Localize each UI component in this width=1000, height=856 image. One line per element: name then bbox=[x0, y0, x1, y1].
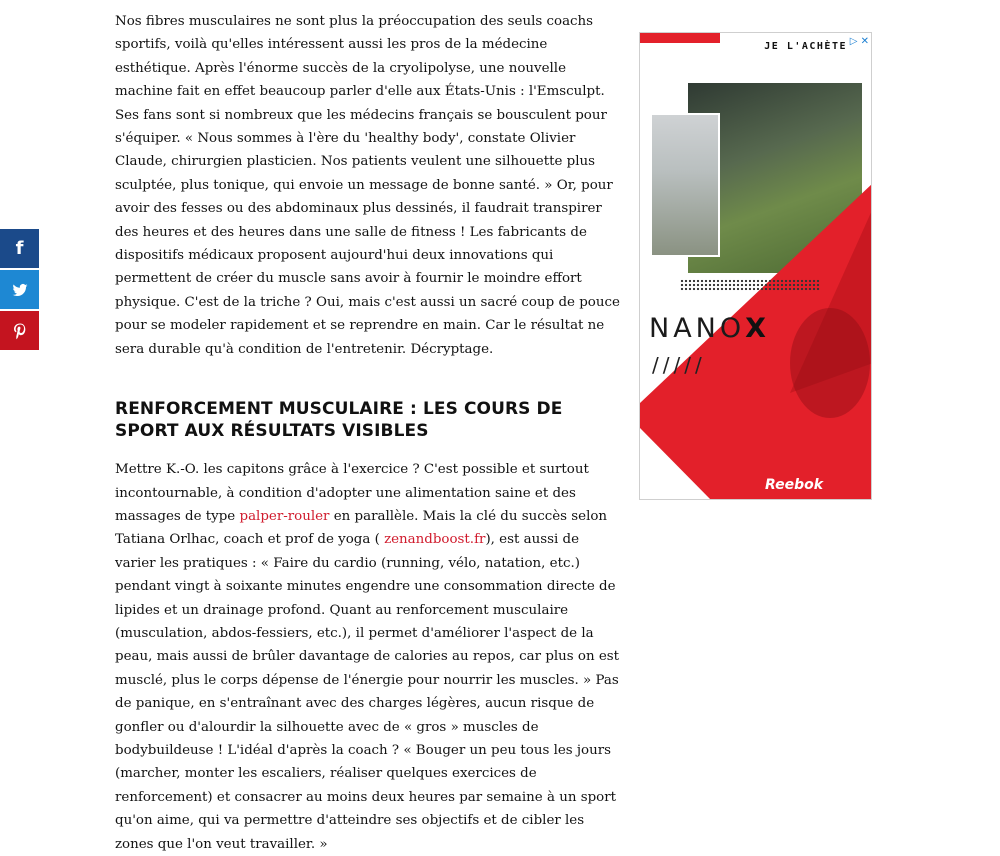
article-paragraph-renforcement bbox=[115, 458, 620, 856]
facebook-icon: f bbox=[15, 238, 24, 259]
paragraph-text-start: Mettre K.-O. les capitons grâce à l'exercice ? C'est possible et surtout incontournable, à condition d'adopter une alimentation saine et des massages de type bbox=[115, 462, 589, 524]
twitter-bird-icon bbox=[11, 281, 29, 299]
ad-slash-decoration: ///// bbox=[652, 353, 706, 377]
section-heading: RENFORCEMENT MUSCULAIRE : LES COURS DE SPORT AUX RÉSULTATS VISIBLES bbox=[115, 399, 563, 442]
ad-cta-label[interactable]: JE L'ACHÈTE bbox=[758, 38, 853, 56]
paragraph-text-end: ), est aussi de varier les pratiques : « Faire du cardio (running, vélo, natation, etc.) pendant vingt à soixante minutes engendre une consommation directe de lipides et un drainage profond. Quant au renforcement musculaire (musculation, abdos-fessiers, etc.), il permet d'améliorer l'aspect de la peau, mais aussi de brûler davantage de calories au repos, car plus on est musclé, plus le corps dépense de l'énergie pour nourrir les muscles. » Pas de panique, en s'entraînant avec des charges légères, aucun risque de gonfler ou d'alourdir la silhouette avec de « gros » muscles de bodybuildeuse ! L'idéal d'après la coach ? « Bouger un peu tous les jours (marcher, monter les escaliers, réaliser quelques exercices de renforcement) et consacrer au moins deux heures par semaine à un sport qu'on aime, qui va permettre d'atteindre ses objectifs et de cibler les zones que l'on veut travailler. » bbox=[115, 532, 620, 852]
ad-dot-pattern bbox=[680, 279, 820, 291]
ad-red-graphic bbox=[640, 33, 872, 500]
ad-product-name-main: NANO bbox=[649, 313, 746, 344]
facebook-share-button[interactable] bbox=[0, 229, 39, 268]
pinterest-share-button[interactable] bbox=[0, 311, 39, 350]
article-paragraph-intro: Nos fibres musculaires ne sont plus la préoccupation des seuls coachs sportifs, voilà qu'elles intéressent aussi les pros de la médecine esthétique. Après l'énorme succès de la cryolipolyse, une nouvelle machine fait en effet beaucoup parler d'elle aux États-Unis : l'Emsculpt. Ses fans sont si nombreux que les médecins français se bousculent pour s'équiper. « Nous sommes à l'ère du 'healthy body', constate Olivier Claude, chirurgien plasticien. Nos patients veulent une silhouette plus sculptée, plus tonique, qui envoie un message de bonne santé. » Or, pour avoir des fesses ou des abdominaux plus dessinés, il faudrait transpirer des heures et des heures dans une salle de fitness ! Les fabricants de dispositifs médicaux proposent aujourd'hui deux innovations qui permettent de créer du muscle sans avoir à fournir le moindre effort physique. C'est de la triche ? Oui, mais c'est aussi un sacré coup de pouce pour se modeler rapidement et se reprendre en main. Car le résultat ne sera durable qu'à condition de l'entretenir. Décryptage. bbox=[115, 14, 620, 357]
reebok-logo: Reebok bbox=[765, 477, 824, 493]
twitter-share-button[interactable] bbox=[0, 270, 39, 309]
paragraph-text-middle: en parallèle. Mais la clé du succès selon Tatiana Orlhac, coach et prof de yoga ( bbox=[115, 508, 608, 548]
zenandboost-link[interactable]: zenandboost.fr bbox=[384, 532, 486, 548]
share-bar bbox=[0, 229, 39, 352]
palper-rouler-link[interactable]: palper-rouler bbox=[239, 508, 330, 524]
reebok-ad-banner[interactable] bbox=[639, 32, 872, 500]
ad-product-name bbox=[649, 313, 770, 344]
article-body bbox=[115, 10, 620, 856]
ad-product-name-x: X bbox=[745, 313, 770, 344]
ad-choices-icon[interactable]: ▷ ✕ bbox=[849, 36, 869, 47]
pinterest-icon bbox=[11, 322, 29, 340]
